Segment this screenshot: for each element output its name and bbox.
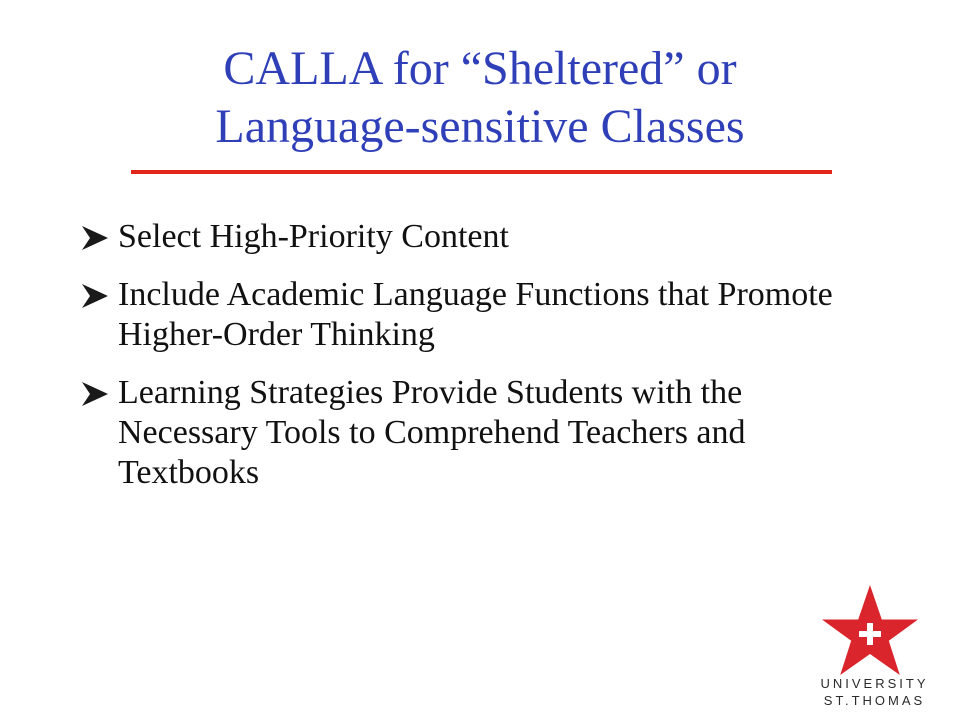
arrowhead-bullet-icon	[80, 382, 110, 406]
bullet-text: Learning Strategies Provide Students with the Necessary Tools to Comprehend Teachers and Textbooks	[118, 374, 746, 491]
bullet-item	[80, 275, 880, 355]
star-cross-logo-icon	[820, 585, 920, 680]
logo-text-line-1: UNIVERSITY	[820, 676, 929, 691]
bullet-text: Select High-Priority Content	[118, 218, 509, 255]
bullet-item	[80, 217, 880, 257]
title-underline	[131, 170, 832, 174]
university-logo	[812, 585, 937, 715]
bullet-text: Include Academic Language Functions that Promote Higher-Order Thinking	[118, 276, 833, 353]
bullet-item	[80, 373, 880, 493]
title-line-2: Language-sensitive Classes	[215, 100, 745, 153]
bullet-list	[80, 217, 880, 511]
arrowhead-bullet-icon	[80, 226, 110, 250]
arrowhead-bullet-icon	[80, 284, 110, 308]
logo-text-line-2: ST.THOMAS	[823, 693, 926, 708]
slide-title	[130, 40, 830, 156]
title-line-1: CALLA for “Sheltered” or	[223, 42, 737, 95]
